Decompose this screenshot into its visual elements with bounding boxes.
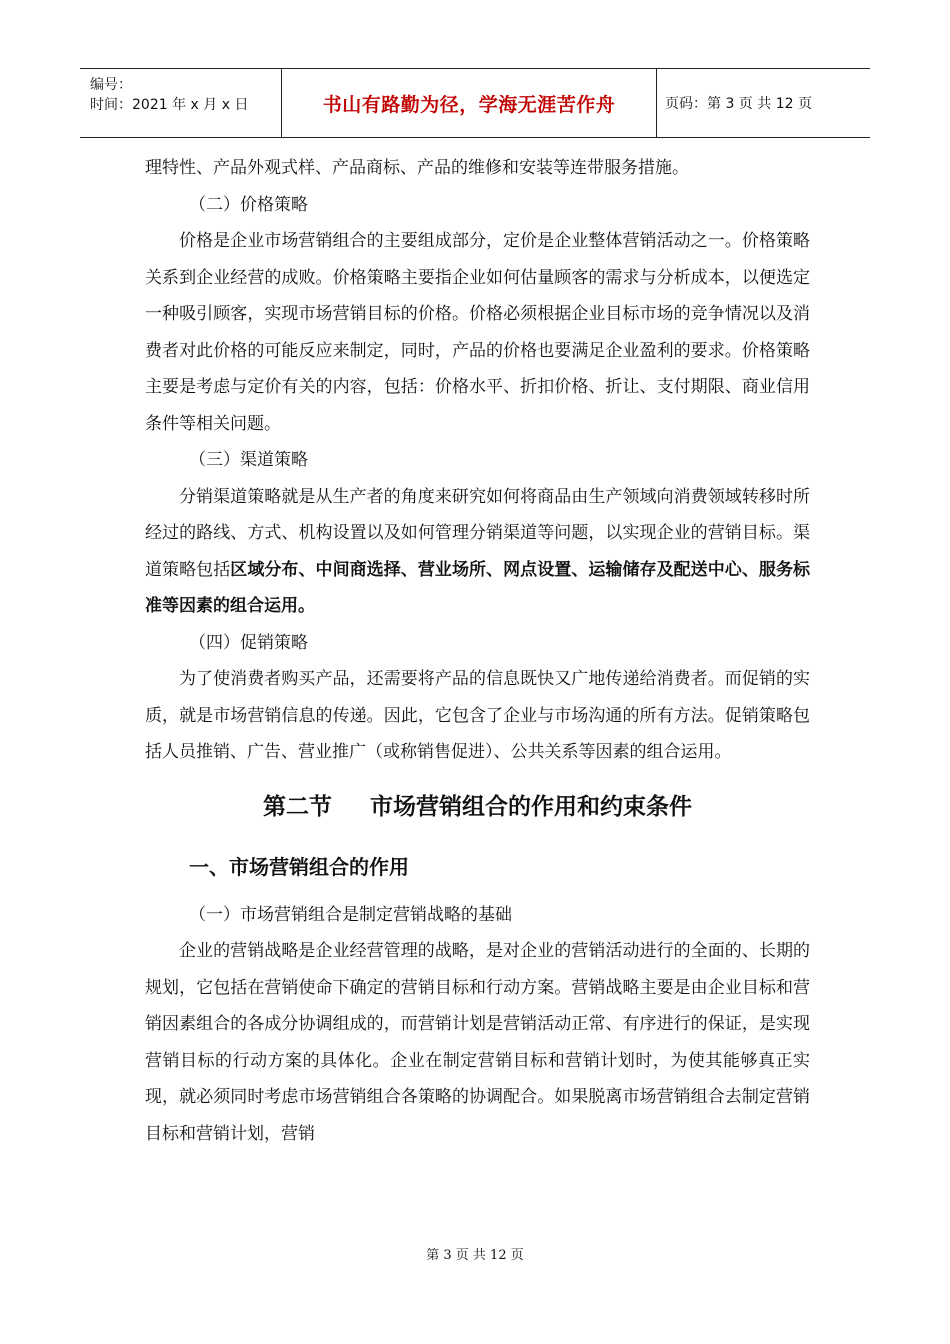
number-label: 编号： [90, 77, 132, 93]
paragraph-price-strategy: 价格是企业市场营销组合的主要组成部分，定价是企业整体营销活动之一。价格策略关系到企业经营的成败。价格策略主要指企业如何估量顾客的需求与分析成本，以便选定一种吸引顾客，实现市场营销目标的价格。价格必须根据企业目标市场的竞争情况以及消费者对此价格的可能反应来制定，同时，产品的价格也要满足企业盈利的要求。价格策略主要是考虑与定价有关的内容，包括：价格水平、折扣价格、折让、支付期限、商业信用条件等相关问题。 [145, 231, 810, 434]
section-title: 市场营销组合的作用和约束条件 [370, 793, 692, 820]
time-label: 时间：2021 年 x 月 x 日 [90, 97, 249, 113]
header-motto-cell [281, 69, 657, 137]
channel-bold-text: 区域分布、中间商选择、营业场所、网点设置、运输储存及配送中心、服务标准等因素的组合运用。 [145, 559, 811, 616]
document-body [145, 150, 810, 1152]
subsection-heading: 一、市场营销组合的作用 [189, 854, 409, 879]
header-info-cell [80, 69, 281, 137]
heading-channel-strategy: （三）渠道策略 [189, 450, 308, 470]
paragraph-strategy-basis: 企业的营销战略是企业经营管理的战略，是对企业的营销活动进行的全面的、长期的规划，它包括在营销使命下确定的营销目标和行动方案。营销战略主要是由企业目标和营销因素组合的各成分协调组成的，而营销计划是营销活动正常、有序进行的保证，是实现营销目标的行动方案的具体化。企业在制定营销目标和营销计划时，为使其能够真正实现，就必须同时考虑市场营销组合各策略的协调配合。如果脱离市场营销组合去制定营销目标和营销计划，营销 [145, 941, 810, 1144]
paragraph-channel-strategy [145, 479, 810, 625]
header-page-label: 页码：第 3 页 共 12 页 [665, 96, 812, 112]
footer-page-number: 第 3 页 共 12 页 [426, 1248, 524, 1263]
paragraph-promotion-strategy: 为了使消费者购买产品，还需要将产品的信息既快又广地传递给消费者。而促销的实质，就是市场营销信息的传递。因此，它包含了企业与市场沟通的所有方法。促销策略包括人员推销、广告、营业推广（或称销售促进）、公共关系等因素的组合运用。 [145, 669, 810, 762]
paragraph-product-continued: 理特性、产品外观式样、产品商标、产品的维修和安装等连带服务措施。 [145, 158, 689, 178]
section-number: 第二节 [263, 793, 332, 820]
page-footer [0, 1244, 950, 1263]
heading-price-strategy: （二）价格策略 [189, 194, 308, 215]
document-header [80, 68, 870, 138]
header-page-cell [657, 69, 870, 137]
section-heading [145, 785, 810, 829]
channel-text: 分销渠道策略就是从生产者的角度来研究如何将商品由生产领域向消费领域转移时所经过的路线、方式、机构设置以及如何管理分销渠道等问题，以实现企业的营销目标。渠道策略包括 [145, 486, 810, 580]
heading-strategy-basis: （一）市场营销组合是制定营销战略的基础 [189, 904, 512, 925]
heading-promotion-strategy: （四）促销策略 [189, 632, 308, 653]
motto-text: 书山有路勤为径，学海无涯苦作舟 [322, 93, 616, 116]
